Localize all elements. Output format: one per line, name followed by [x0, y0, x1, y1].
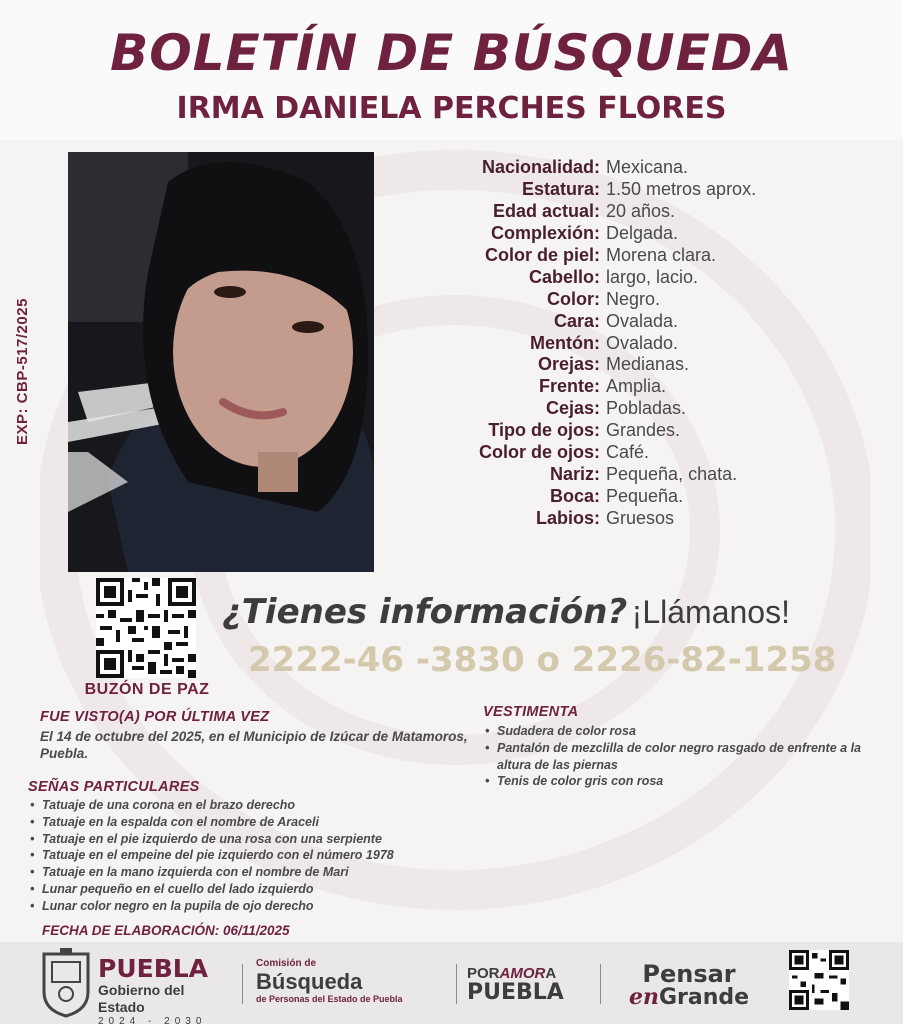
- detail-row: Cabello: largo, lacio.: [528, 266, 699, 287]
- list-item: • Lunar color negro en la pupila de ojo derecho: [28, 898, 498, 915]
- list-item: • Tatuaje en el pie izquierdo de una rosa con una serpiente: [28, 831, 498, 848]
- physical-details: [400, 157, 880, 529]
- detail-row: Labios: Gruesos: [535, 507, 675, 528]
- cta-question: ¿Tienes información?: [222, 592, 628, 632]
- puebla-logo: PUEBLA Gobierno del Estado 2024 - 2030: [98, 954, 209, 1024]
- clothing-heading: VESTIMENTA: [483, 704, 579, 720]
- detail-row: Cejas: Pobladas.: [545, 398, 687, 419]
- last-seen-heading: FUE VISTO(A) POR ÚLTIMA VEZ: [40, 709, 270, 725]
- buzon-label: BUZÓN DE PAZ: [84, 681, 210, 698]
- detail-row: Edad actual: 20 años.: [492, 201, 676, 222]
- footer: [0, 942, 903, 1024]
- state-seal-icon: [40, 948, 92, 1018]
- detail-row: Cara: Ovalada.: [553, 310, 679, 331]
- divider: [242, 964, 243, 1004]
- detail-row: Color de ojos: Café.: [479, 442, 650, 463]
- creation-date: FECHA DE ELABORACIÓN: 06/11/2025: [42, 923, 290, 938]
- detail-row: Color de piel: Morena clara.: [484, 245, 717, 265]
- detail-row: Boca: Pequeña.: [549, 485, 684, 506]
- detail-row: Estatura: 1.50 metros aprox.: [521, 179, 757, 200]
- clothing-section: [483, 704, 893, 790]
- detail-row: Complexión: Delgada.: [490, 223, 679, 244]
- list-item: • Pantalón de mezclilla de color negro rasgado de enfrente a la altura de las piernas: [483, 740, 893, 774]
- bulletin-title: BOLETÍN DE BÚSQUEDA: [110, 24, 793, 82]
- detail-row: Frente: Amplia.: [538, 376, 667, 397]
- detail-row: Mentón: Ovalado.: [530, 332, 679, 353]
- last-seen-section: [40, 709, 480, 762]
- list-item: • Tatuaje en la espalda con el nombre de Araceli: [28, 814, 498, 831]
- detail-row: Tipo de ojos: Grandes.: [488, 420, 681, 441]
- qr-code-icon[interactable]: [96, 578, 196, 678]
- person-photo: [68, 152, 374, 572]
- divider: [456, 964, 457, 1004]
- comision-logo: Comisión de Búsqueda de Personas del Estado de Puebla: [256, 958, 403, 1004]
- pensar-en-grande-logo: Pensar enGrande: [628, 960, 750, 1010]
- detail-row: Nariz: Pequeña, chata.: [549, 463, 738, 484]
- phone-numbers[interactable]: 2222-46 -3830 o 2226-82-1258: [248, 640, 837, 680]
- list-item: • Tatuaje en la mano izquierda con el nombre de Mari: [28, 864, 498, 881]
- list-item: • Sudadera de color rosa: [483, 723, 893, 740]
- divider: [600, 964, 601, 1004]
- marks-section: [28, 779, 498, 915]
- por-amor-puebla-logo: PORAMORA PUEBLA: [467, 965, 564, 1005]
- list-item: • Tatuaje en el empeine del pie izquierdo con el número 1978: [28, 847, 498, 864]
- footer-qr-code-icon[interactable]: [789, 950, 849, 1010]
- detail-row: Nacionalidad: Mexicana.: [481, 157, 689, 178]
- detail-row: Color: Negro.: [547, 288, 661, 309]
- detail-row: Orejas: Medianas.: [537, 354, 690, 375]
- list-item: • Tenis de color gris con rosa: [483, 773, 893, 790]
- last-seen-text: El 14 de octubre del 2025, en el Municipio de Izúcar de Matamoros, Puebla.: [40, 729, 468, 761]
- person-name: IRMA DANIELA PERCHES FLORES: [176, 91, 727, 126]
- list-item: • Tatuaje de una corona en el brazo derecho: [28, 797, 498, 814]
- list-item: • Lunar pequeño en el cuello del lado izquierdo: [28, 881, 498, 898]
- marks-heading: SEÑAS PARTICULARES: [28, 779, 200, 795]
- call-to-action: [222, 592, 892, 632]
- cta-call: ¡Llámanos!: [631, 594, 790, 630]
